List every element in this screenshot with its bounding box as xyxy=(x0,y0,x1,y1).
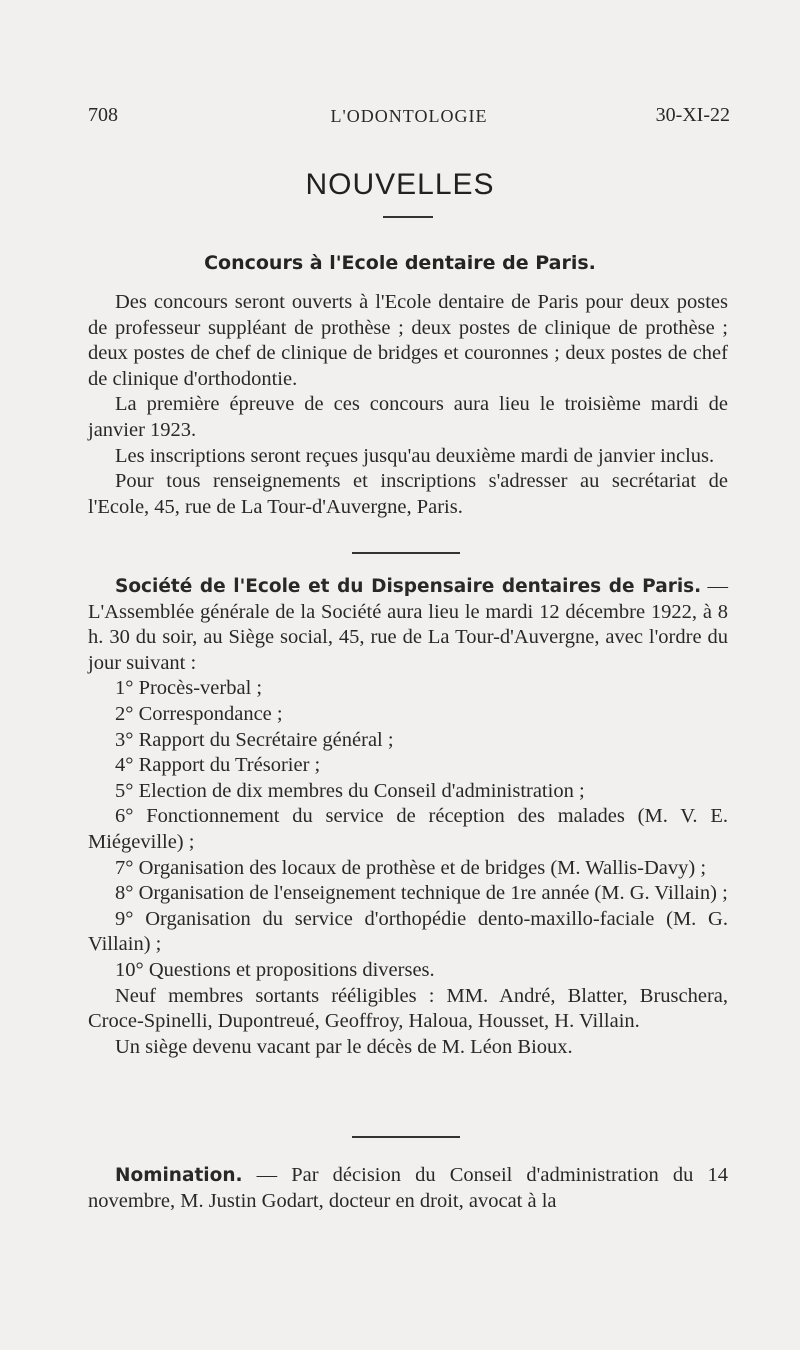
section3-heading: Nomination. xyxy=(115,1165,243,1186)
section2-intro xyxy=(88,574,728,676)
section2-heading: Société de l'Ecole et du Dispensaire dentaires de Paris. xyxy=(115,576,702,597)
page-title: NOUVELLES xyxy=(305,168,495,201)
section3-body xyxy=(88,1163,728,1214)
section3-text: — Par décision du Conseil d'administration du 14 novembre, M. Justin Godart, docteur en droit, avocat à la xyxy=(88,1164,728,1212)
section1-body xyxy=(88,290,728,520)
journal-title: L'ODONTOLOGIE xyxy=(330,106,488,126)
section2-intro-text: — L'Assemblée générale de la Société aura lieu le mardi 12 décembre 1922, à 8 h. 30 du soir, au Siège social, 45, rue de La Tour-d'Auvergne, avec l'ordre du jour suivant : xyxy=(88,575,729,674)
vacancy-paragraph: Un siège devenu vacant par le décès de M. Léon Bioux. xyxy=(115,1035,573,1058)
members-paragraph: Neuf membres sortants rééligibles : MM. André, Blatter, Bruschera, Croce-Spinelli, Dupontreué, Geoffroy, Haloua, Housset, H. Villain. xyxy=(88,984,728,1033)
section1-paragraph: La première épreuve de ces concours aura lieu le troisième mardi de janvier 1923. xyxy=(88,393,728,441)
running-head xyxy=(88,104,730,134)
agenda-item: 5° Election de dix membres du Conseil d'administration ; xyxy=(115,779,585,802)
section1-paragraph: Des concours seront ouverts à l'Ecole dentaire de Paris pour deux postes de professeur suppléant de prothèse ; deux postes de clinique de prothèse ; deux postes de chef de clinique de bridges et couronnes ; deux postes de chef de clinique d'orthodontie. xyxy=(88,291,728,390)
agenda-item: 8° Organisation de l'enseignement technique de 1re année (M. G. Villain) ; xyxy=(115,882,728,905)
section1-paragraph: Les inscriptions seront reçues jusqu'au deuxième mardi de janvier inclus. xyxy=(115,444,715,467)
section-rule xyxy=(352,1136,460,1138)
section1-heading: Concours à l'Ecole dentaire de Paris. xyxy=(204,252,596,274)
title-rule xyxy=(383,216,433,218)
agenda-item: 9° Organisation du service d'orthopédie dento-maxillo-faciale (M. G. Villain) ; xyxy=(88,907,728,956)
agenda-item: 7° Organisation des locaux de prothèse et de bridges (M. Wallis-Davy) ; xyxy=(115,856,707,879)
section2-body xyxy=(88,574,728,1060)
agenda-item: 1° Procès-verbal ; xyxy=(115,677,263,700)
page-number: 708 xyxy=(88,104,118,126)
section-rule xyxy=(352,552,460,554)
agenda-item: 6° Fonctionnement du service de réception des malades (M. V. E. Miégeville) ; xyxy=(88,805,728,853)
agenda-item: 4° Rapport du Trésorier ; xyxy=(115,754,321,777)
agenda-item: 10° Questions et propositions diverses. xyxy=(115,958,435,981)
section1-paragraph: Pour tous renseignements et inscriptions s'adresser au secrétariat de l'Ecole, 45, rue de La Tour-d'Auvergne, Paris. xyxy=(88,470,728,518)
issue-date: 30-XI-22 xyxy=(655,104,730,126)
agenda-item: 3° Rapport du Secrétaire général ; xyxy=(115,728,394,751)
nomination-paragraph xyxy=(88,1163,728,1214)
agenda-item: 2° Correspondance ; xyxy=(115,702,283,725)
